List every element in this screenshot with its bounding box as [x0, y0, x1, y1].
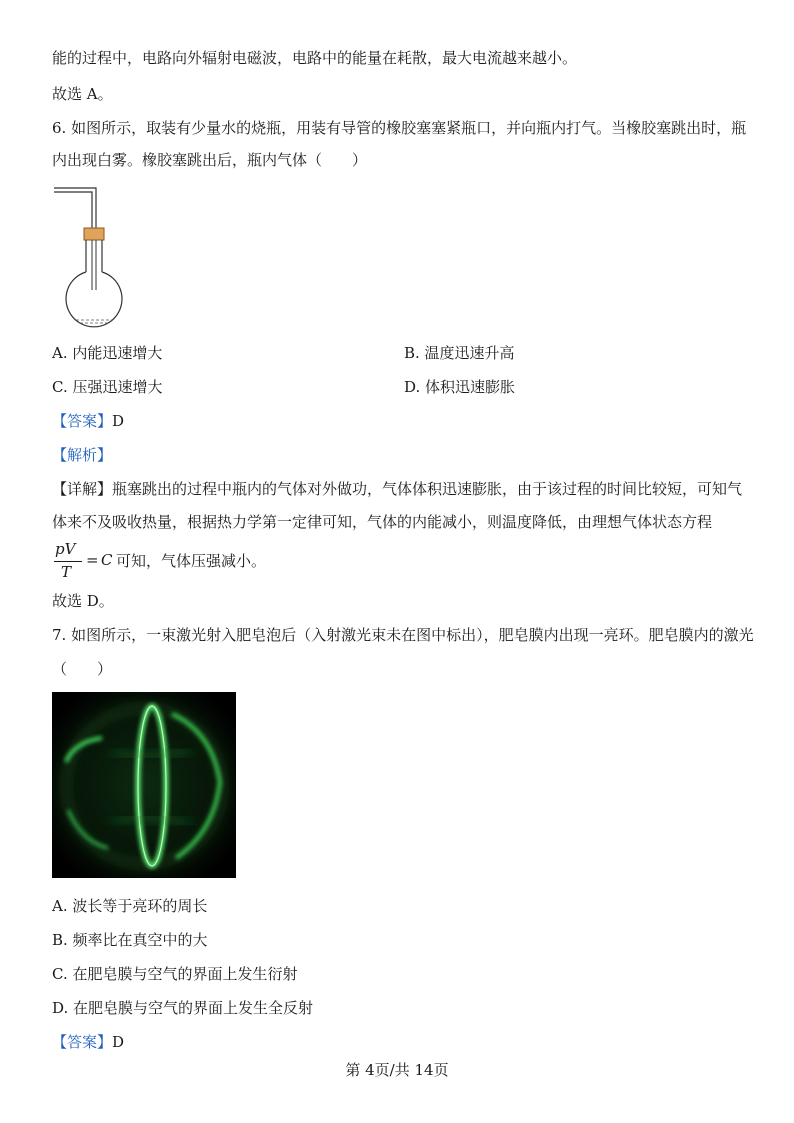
answer-tag: 【答案】 — [52, 1033, 113, 1051]
question-7-stem-line-2: （ ） — [52, 660, 113, 678]
q7-option-d: D. 在肥皂膜与空气的界面上发生全反射 — [52, 999, 314, 1017]
q6-formula-text: 可知，气体压强减小。 — [116, 552, 267, 570]
conclusion-line: 故选 A。 — [52, 85, 113, 103]
formula-constant: C — [101, 551, 113, 569]
q6-detail-line-2: 体来不及吸收热量，根据热力学第一定律可知，气体的内能减小，则温度降低，由理想气体状态方程 — [52, 513, 713, 531]
q6-option-a: A. 内能迅速增大 — [52, 344, 163, 362]
q6-option-c: C. 压强迅速增大 — [52, 378, 163, 396]
formula-denominator: T — [61, 563, 72, 581]
q6-option-d: D. 体积迅速膨胀 — [404, 378, 516, 396]
answer-value: D — [112, 1033, 125, 1051]
q7-option-c: C. 在肥皂膜与空气的界面上发生衍射 — [52, 965, 298, 983]
formula-numerator: pV — [55, 540, 76, 558]
detail-tag: 【详解】 — [52, 480, 113, 498]
question-6-stem-line-1: 6. 如图所示，取装有少量水的烧瓶，用装有导管的橡胶塞塞紧瓶口，并向瓶内打气。当橡胶塞跳出时，瓶 — [52, 119, 747, 137]
ideal-gas-formula — [52, 540, 113, 584]
formula-equals: = — [86, 551, 99, 569]
q7-option-b: B. 频率比在真空中的大 — [52, 931, 208, 949]
analysis-tag: 【解析】 — [52, 446, 113, 464]
page-footer: 第 4页/共 14页 — [345, 1061, 449, 1079]
laser-ring-image — [52, 692, 236, 878]
answer-tag: 【答案】 — [52, 412, 113, 430]
flask-diagram — [52, 180, 152, 330]
question-6-stem-line-2: 内出现白雾。橡胶塞跳出后，瓶内气体（ ） — [52, 151, 368, 169]
soap-bubble-laser-photo — [52, 692, 236, 878]
answer-value: D — [112, 412, 125, 430]
q6-analysis — [52, 445, 112, 465]
text-line: 能的过程中，电路向外辐射电磁波，电路中的能量在耗散，最大电流越来越小。 — [52, 49, 578, 67]
q6-conclusion: 故选 D。 — [52, 592, 114, 610]
q6-detail-line-1 — [52, 479, 742, 499]
q6-answer — [52, 411, 124, 431]
q7-option-a: A. 波长等于亮环的周长 — [52, 897, 208, 915]
q7-answer — [52, 1032, 124, 1052]
detail-text: 瓶塞跳出的过程中瓶内的气体对外做功，气体体积迅速膨胀，由于该过程的时间比较短，可知气 — [112, 480, 743, 498]
q6-option-b: B. 温度迅速升高 — [404, 344, 515, 362]
fraction-bar — [54, 561, 82, 562]
question-7-stem-line-1: 7. 如图所示，一束激光射入肥皂泡后（入射激光束未在图中标出），肥皂膜内出现一亮环。肥皂膜内的激光 — [52, 626, 754, 644]
